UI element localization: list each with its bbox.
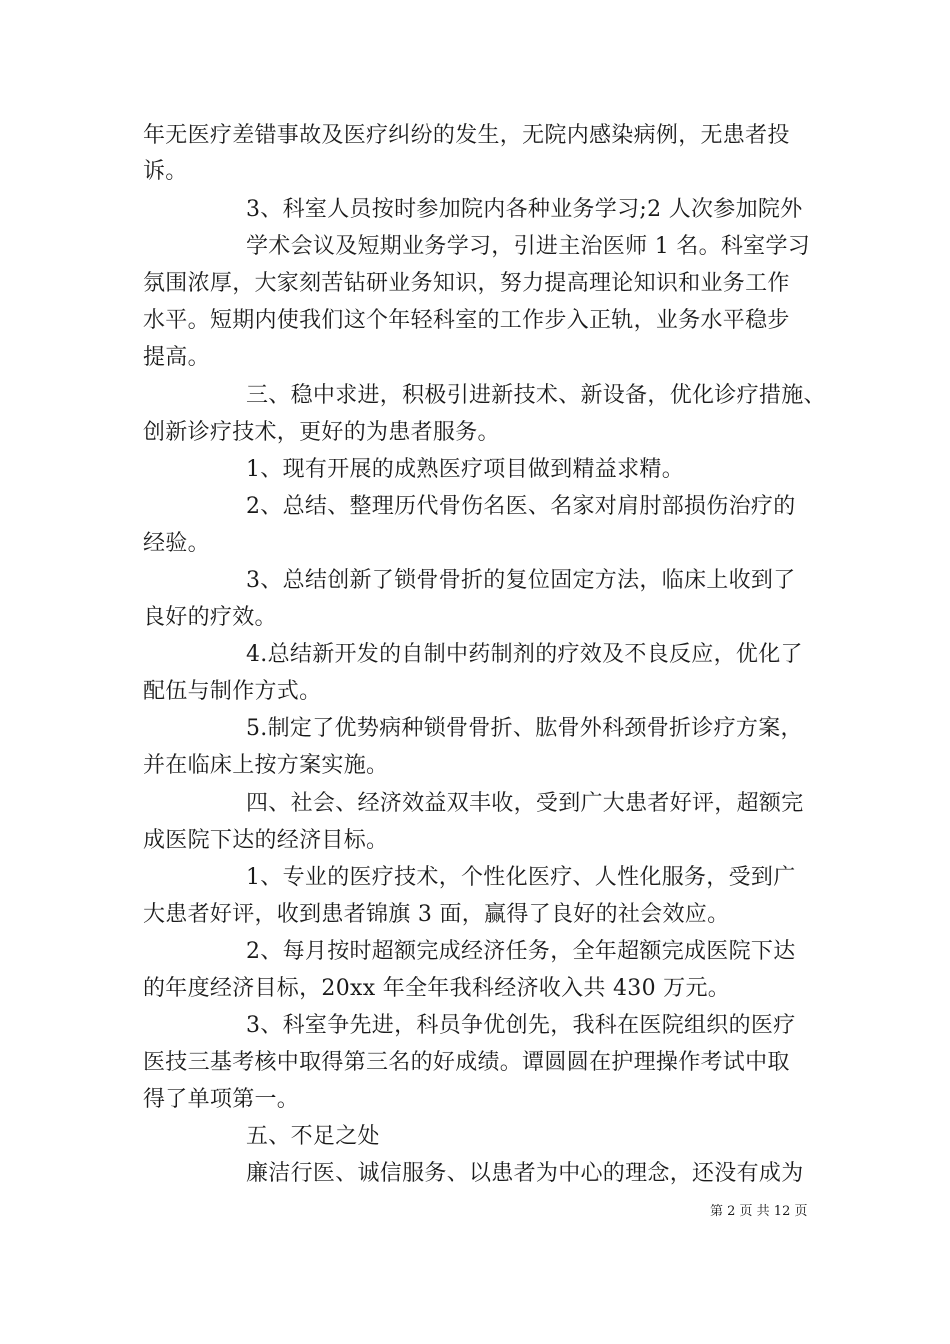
text-line: 医技三基考核中取得第三名的好成绩。谭圆圆在护理操作考试中取	[143, 1050, 790, 1075]
text-line: 2、每月按时超额完成经济任务，全年超额完成医院下达	[246, 939, 796, 964]
text-line: 大患者好评，收到患者锦旗 3 面，赢得了良好的社会效应。	[143, 902, 730, 927]
text-line: 3、科室人员按时参加院内各种业务学习;2 人次参加院外	[246, 197, 803, 222]
text-line: 3、科室争先进，科员争优创先，我科在医院组织的医疗	[246, 1013, 796, 1038]
text-line: 四、社会、经济效益双丰收，受到广大患者好评，超额完	[246, 791, 804, 816]
text-line: 五、不足之处	[246, 1124, 380, 1149]
text-line: 1、专业的医疗技术，个性化医疗、人性化服务，受到广	[246, 865, 796, 890]
text-line: 学术会议及短期业务学习，引进主治医师 1 名。科室学习	[246, 234, 811, 259]
text-line: 成医院下达的经济目标。	[143, 828, 389, 853]
text-line: 的年度经济目标，20xx 年全年我科经济收入共 430 万元。	[143, 976, 731, 1001]
text-line: 配伍与制作方式。	[143, 679, 322, 704]
text-line: 经验。	[143, 531, 210, 556]
text-line: 得了单项第一。	[143, 1087, 300, 1112]
text-line: 创新诊疗技术，更好的为患者服务。	[143, 420, 500, 445]
text-line: 2、总结、整理历代骨伤名医、名家对肩肘部损伤治疗的	[246, 494, 796, 519]
text-line: 氛围浓厚，大家刻苦钻研业务知识，努力提高理论知识和业务工作	[143, 271, 790, 296]
text-line: 5.制定了优势病种锁骨骨折、肱骨外科颈骨折诊疗方案，	[246, 716, 803, 741]
text-line: 1、现有开展的成熟医疗项目做到精益求精。	[246, 457, 684, 482]
text-line: 三、稳中求进，积极引进新技术、新设备，优化诊疗措施、	[246, 383, 826, 408]
text-line: 水平。短期内使我们这个年轻科室的工作步入正轨，业务水平稳步	[143, 308, 790, 333]
page-number-footer: 第 2 页 共 12 页	[710, 1204, 808, 1219]
text-line: 提高。	[143, 345, 210, 370]
text-line: 良好的疗效。	[143, 605, 277, 630]
text-line: 4.总结新开发的自制中药制剂的疗效及不良反应，优化了	[246, 642, 803, 667]
text-line: 廉洁行医、诚信服务、以患者为中心的理念，还没有成为	[246, 1161, 804, 1186]
text-line: 并在临床上按方案实施。	[143, 753, 389, 778]
text-line: 3、总结创新了锁骨骨折的复位固定方法，临床上收到了	[246, 568, 796, 593]
text-line: 诉。	[143, 159, 188, 184]
text-line: 年无医疗差错事故及医疗纠纷的发生，无院内感染病例，无患者投	[143, 123, 790, 148]
